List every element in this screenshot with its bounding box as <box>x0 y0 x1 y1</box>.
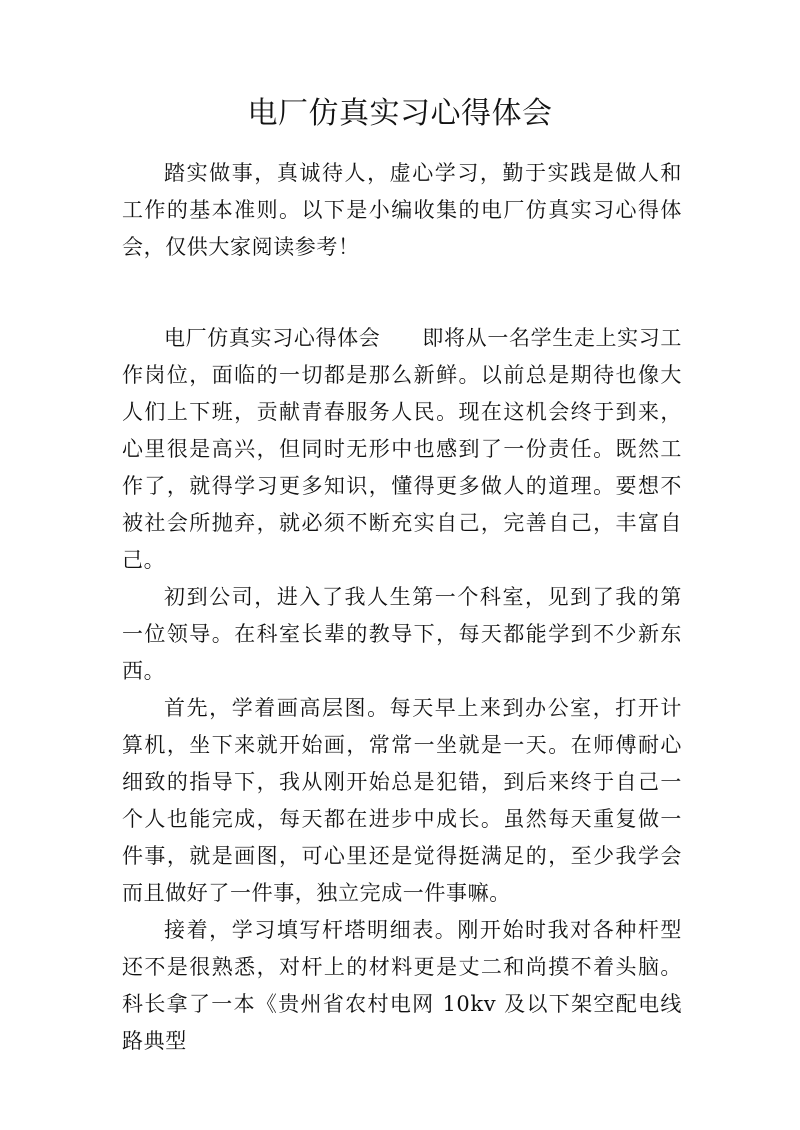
intro-paragraph: 踏实做事，真诚待人，虚心学习，勤于实践是做人和工作的基本准则。以下是小编收集的电厂仿真实习心得体会，仅供大家阅读参考！ <box>122 161 682 259</box>
paragraph-2: 初到公司，进入了我人生第一个科室，见到了我的第一位领导。在科室长辈的教导下，每天都能学到不少新东西。 <box>122 585 682 683</box>
paragraph-gap <box>122 266 682 320</box>
paragraph-1-text: 即将从一名学生走上实习工作岗位，面临的一切都是那么新鲜。以前总是期待也像大人们上下班，贡献青春服务人民。现在这机会终于到来，心里很是高兴，但同时无形中也感到了一份责任。既然工作了，就得学习更多知识，懂得更多做人的道理。要想不被社会所抛弃，就必须不断充实自己，完善自己，丰富自己。 <box>122 326 683 572</box>
paragraph-3: 首先，学着画高层图。每天早上来到办公室，打开计算机，坐下来就开始画，常常一坐就是一天。在师傅耐心细致的指导下，我从刚开始总是犯错，到后来终于自己一个人也能完成，每天都在进步中成长。虽然每天重复做一件事，就是画图，可心里还是觉得挺满足的，至少我学会而且做好了一件事，独立完成一件事嘛。 <box>122 696 682 905</box>
document-title: 电厂仿真实习心得体会 <box>247 96 553 131</box>
paragraph-1 <box>122 320 682 579</box>
section-title: 电厂仿真实习心得体会 <box>164 326 381 350</box>
paragraph-4: 接着，学习填写杆塔明细表。刚开始时我对各种杆型还不是很熟悉，对杆上的材料更是丈二和尚摸不着头脑。科长拿了一本《贵州省农村电网 10kv 及以下架空配电线路典型 <box>122 918 682 1053</box>
document-body <box>122 155 682 1060</box>
